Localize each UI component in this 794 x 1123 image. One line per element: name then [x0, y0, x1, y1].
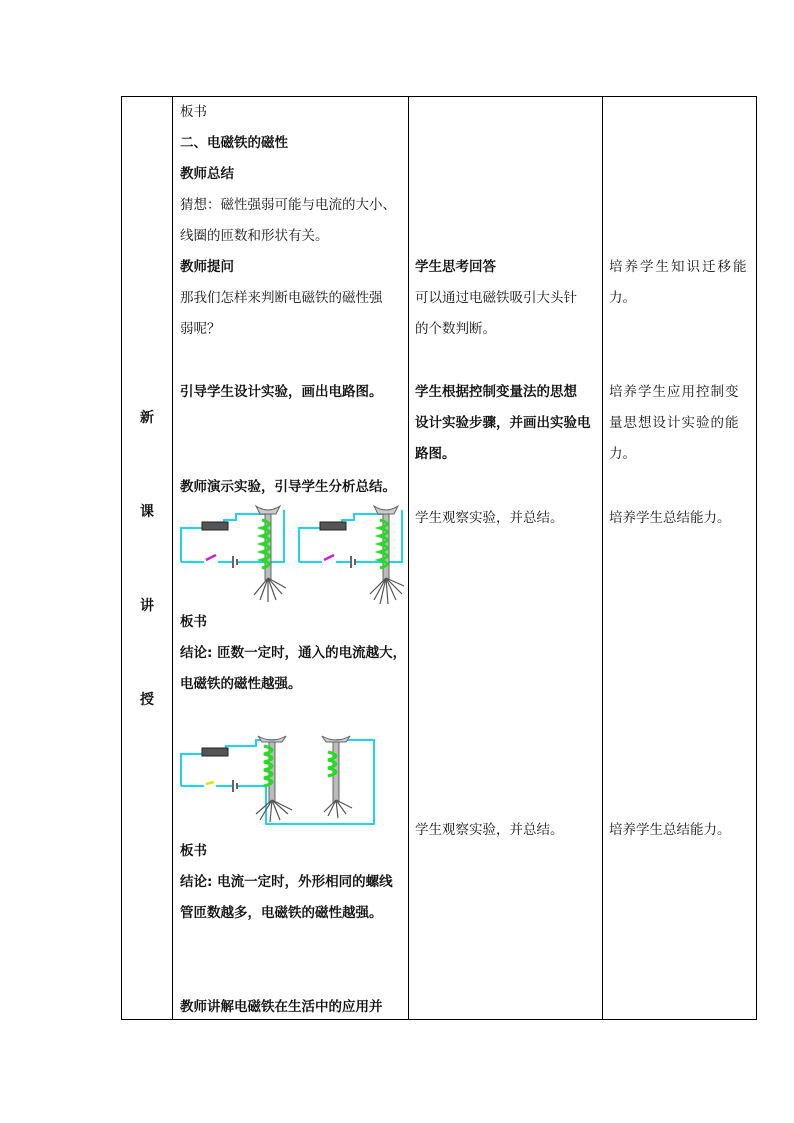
student-design-text: 设计实验步骤，并画出实验电: [415, 415, 591, 431]
circuit-diagram-current: [176, 500, 406, 610]
column-divider: [602, 97, 603, 1019]
student-answer-heading: 学生思考回答: [415, 259, 496, 275]
intent-text: 力。: [609, 446, 636, 462]
conclusion-text: 管匝数越多，电磁铁的磁性越强。: [180, 905, 383, 921]
circuit-diagram-turns: [176, 730, 376, 830]
conclusion-text: 电磁铁的磁性越强。: [180, 676, 302, 692]
intent-text: 培养学生应用控制变: [609, 384, 740, 400]
demo-text: 教师演示实验，引导学生分析总结。: [180, 479, 396, 495]
student-observe-text: 学生观察实验，并总结。: [415, 822, 564, 838]
student-observe-text: 学生观察实验，并总结。: [415, 510, 564, 526]
application-text: 教师讲解电磁铁在生活中的应用并: [180, 999, 383, 1015]
electromagnet-more-turns: [256, 736, 292, 822]
board-heading: 板书: [180, 614, 207, 630]
student-design-text: 路图。: [415, 446, 456, 462]
section-title: 二、电磁铁的磁性: [180, 135, 288, 151]
teacher-question-heading: 教师提问: [180, 259, 234, 275]
conclusion-text: 结论: 电流一定时，外形相同的螺线: [180, 874, 393, 890]
board-heading: 板书: [180, 843, 207, 859]
teacher-summary-heading: 教师总结: [180, 166, 234, 182]
student-design-text: 学生根据控制变量法的思想: [415, 384, 577, 400]
intent-text: 力。: [609, 290, 636, 306]
student-answer-text: 的个数判断。: [415, 321, 496, 337]
question-text: 弱呢？: [180, 321, 221, 337]
student-answer-text: 可以通过电磁铁吸引大头针: [415, 290, 577, 306]
conclusion-text: 结论: 匝数一定时，通入的电流越大，: [180, 645, 407, 661]
side-label-char: 新: [140, 410, 154, 426]
design-guidance-text: 引导学生设计实验，画出电路图。: [180, 384, 383, 400]
side-label-char: 授: [140, 692, 154, 708]
hypothesis-text: 线圈的匝数和形状有关。: [180, 228, 329, 244]
intent-text: 培养学生知识迁移能: [609, 259, 749, 275]
column-divider: [408, 97, 409, 1019]
side-label-char: 讲: [140, 598, 154, 614]
side-label-char: 课: [140, 504, 154, 520]
column-divider: [172, 97, 173, 1019]
intent-text: 培养学生总结能力。: [609, 510, 731, 526]
electromagnet-fewer-turns: [322, 736, 352, 818]
board-heading: 板书: [180, 104, 207, 120]
question-text: 那我们怎样来判断电磁铁的磁性强: [180, 290, 383, 306]
hypothesis-text: 猜想：磁性强弱可能与电流的大小、: [180, 197, 396, 213]
intent-text: 量思想设计实验的能: [609, 415, 740, 431]
circuit-right: [299, 506, 404, 604]
intent-text: 培养学生总结能力。: [609, 822, 731, 838]
circuit-left: [181, 506, 286, 602]
